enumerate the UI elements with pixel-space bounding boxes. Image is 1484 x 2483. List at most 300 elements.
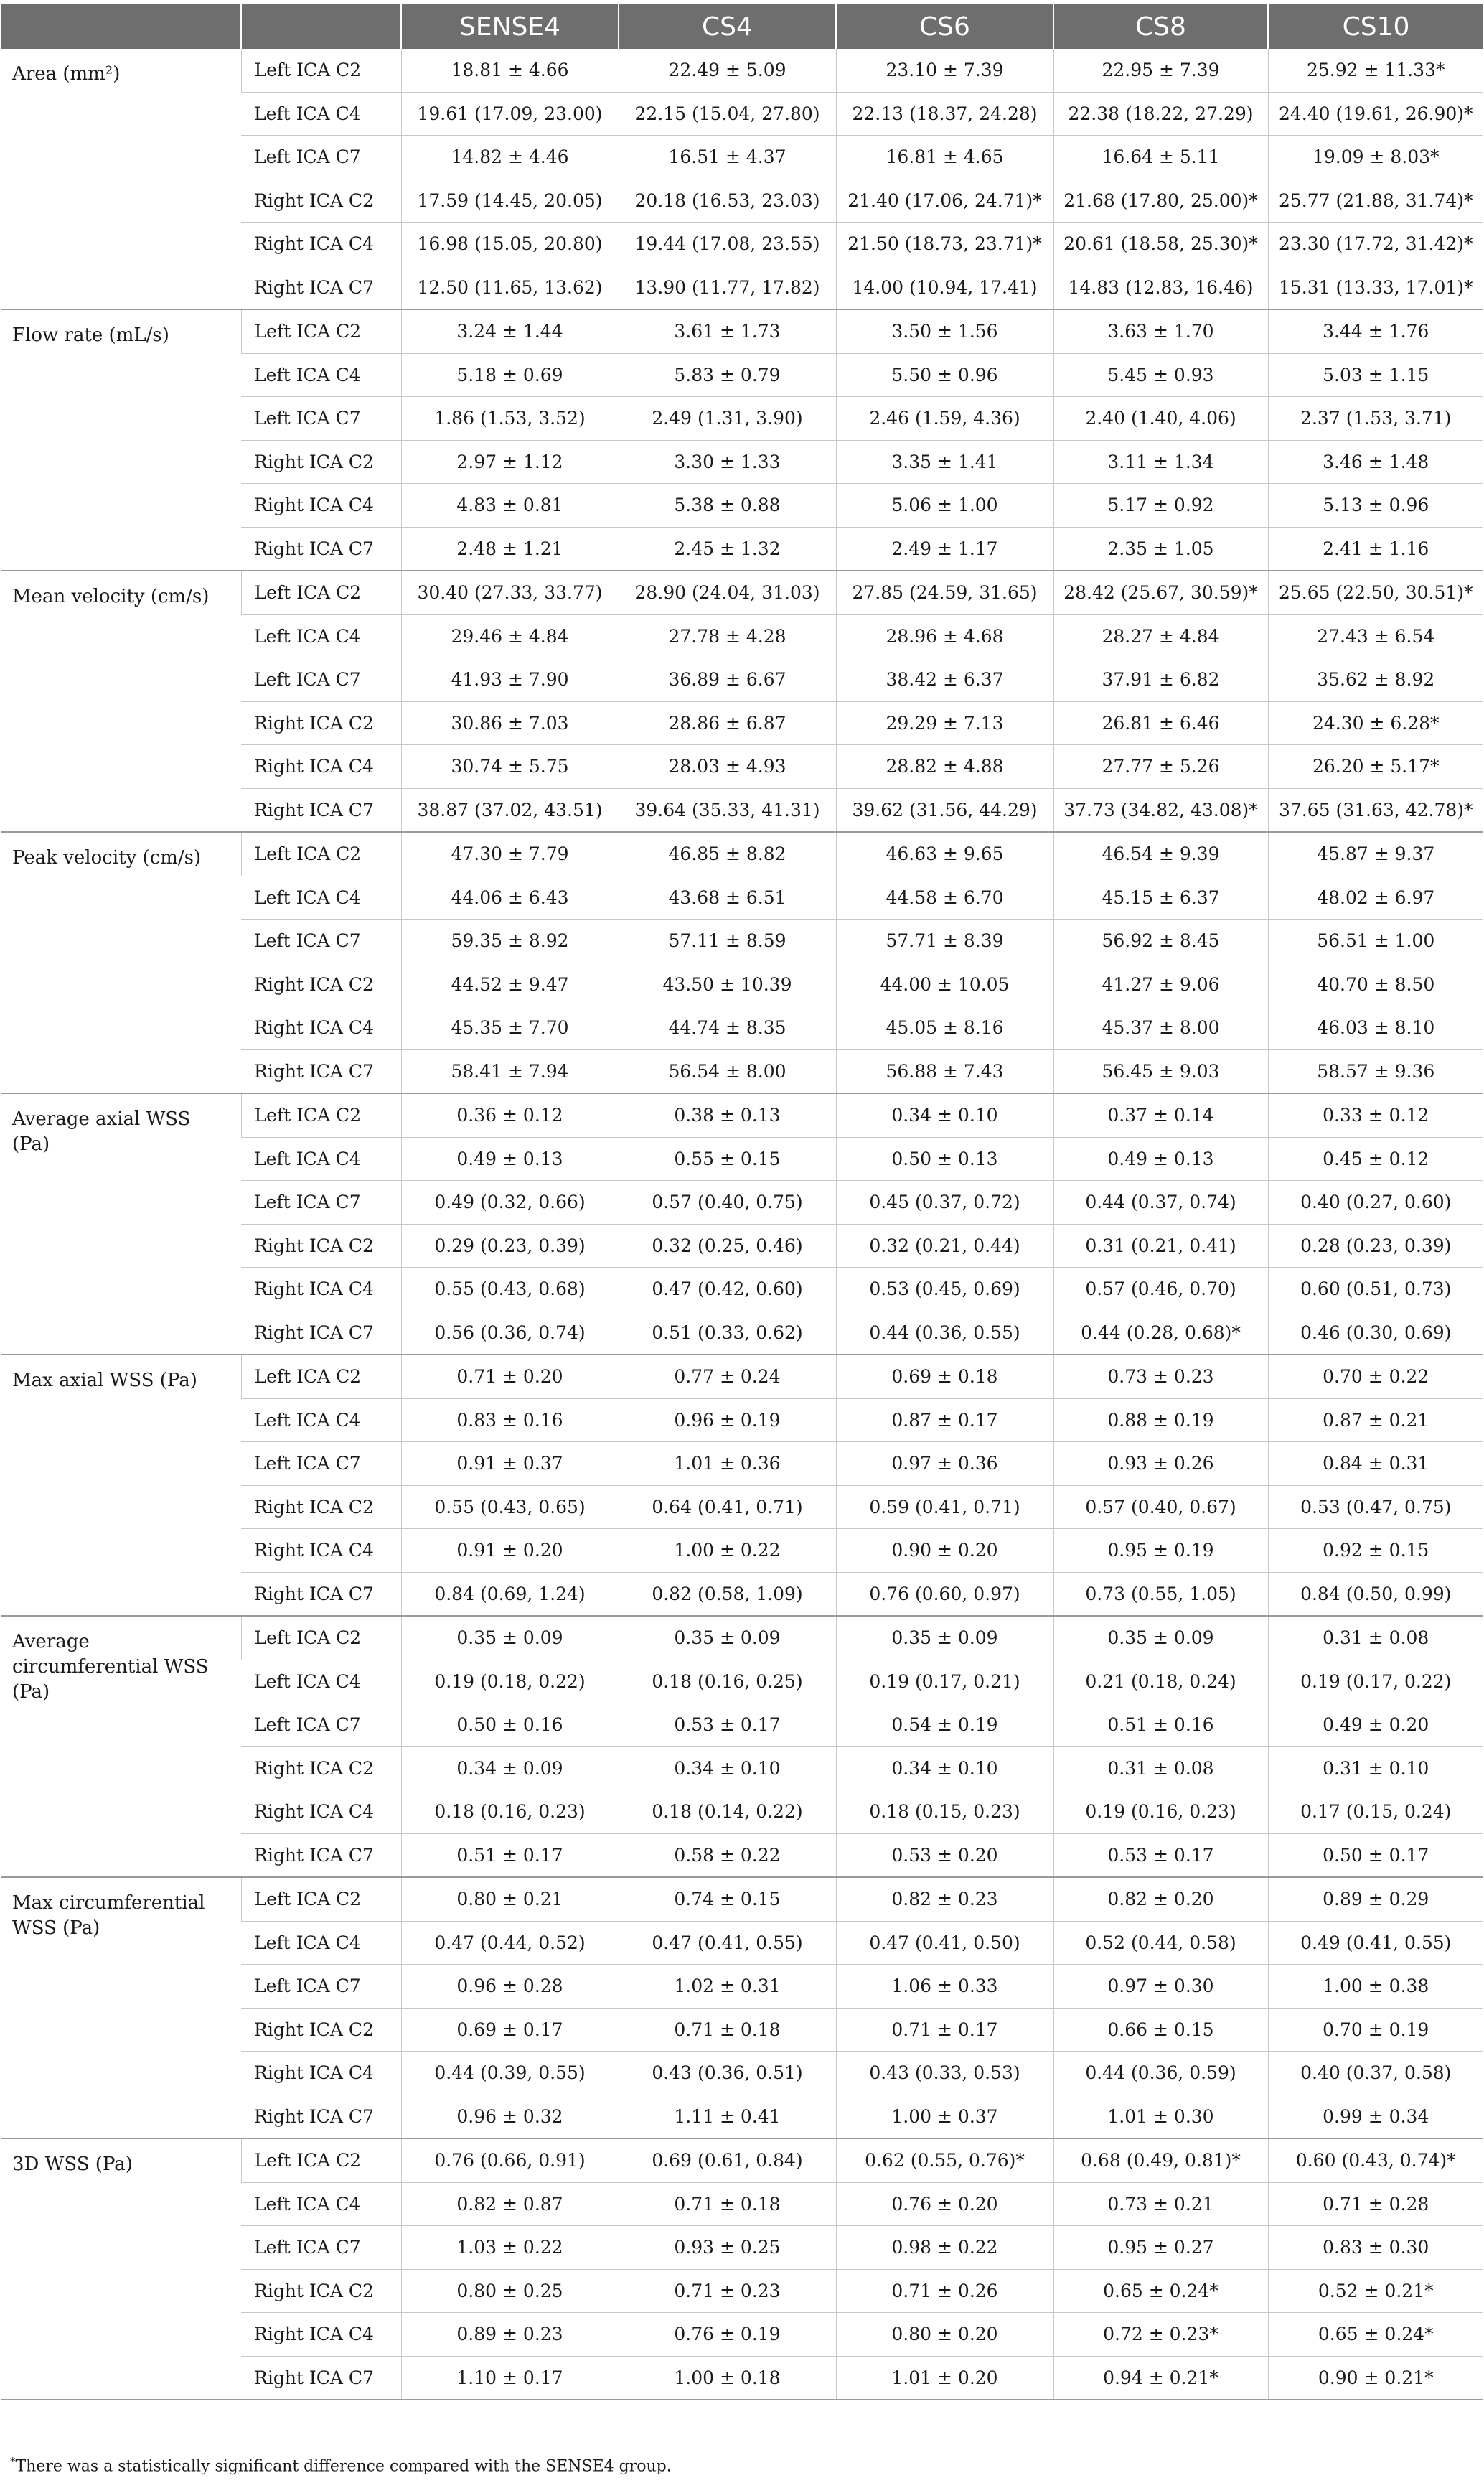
location-cell: Right ICA C4 bbox=[241, 745, 401, 789]
value-cell: 2.46 (1.59, 4.36) bbox=[836, 397, 1053, 441]
value-cell: 59.35 ± 8.92 bbox=[401, 920, 619, 963]
value-cell: 3.35 ± 1.41 bbox=[836, 440, 1053, 484]
value-cell: 16.64 ± 5.11 bbox=[1053, 136, 1268, 179]
location-cell: Right ICA C2 bbox=[241, 1224, 401, 1268]
value-cell: 0.31 (0.21, 0.41) bbox=[1053, 1224, 1268, 1268]
value-cell: 0.55 (0.43, 0.65) bbox=[401, 1485, 619, 1529]
value-cell: 28.90 (24.04, 31.03) bbox=[619, 571, 836, 614]
value-cell: 0.49 ± 0.20 bbox=[1268, 1703, 1483, 1747]
value-cell: 46.03 ± 8.10 bbox=[1268, 1006, 1483, 1050]
value-cell: 0.31 ± 0.08 bbox=[1268, 1616, 1483, 1660]
value-cell: 1.00 ± 0.18 bbox=[619, 2356, 836, 2400]
value-cell: 5.18 ± 0.69 bbox=[401, 353, 619, 397]
value-cell: 0.82 ± 0.87 bbox=[401, 2182, 619, 2226]
value-cell: 0.80 ± 0.20 bbox=[836, 2313, 1053, 2357]
value-cell: 0.32 (0.21, 0.44) bbox=[836, 1224, 1053, 1268]
value-cell: 29.29 ± 7.13 bbox=[836, 701, 1053, 745]
value-cell: 0.43 (0.36, 0.51) bbox=[619, 2052, 836, 2095]
value-cell: 40.70 ± 8.50 bbox=[1268, 963, 1483, 1006]
location-cell: Left ICA C2 bbox=[241, 309, 401, 353]
value-cell: 0.34 ± 0.10 bbox=[836, 1746, 1053, 1790]
location-cell: Right ICA C4 bbox=[241, 1006, 401, 1050]
parameter-label: Peak velocity (cm/s) bbox=[1, 832, 241, 1093]
value-cell: 24.40 (19.61, 26.90)* bbox=[1268, 92, 1483, 136]
table-row bbox=[1, 309, 1483, 353]
value-cell: 0.70 ± 0.19 bbox=[1268, 2008, 1483, 2052]
value-cell: 0.59 (0.41, 0.71) bbox=[836, 1485, 1053, 1529]
location-cell: Right ICA C7 bbox=[241, 527, 401, 571]
location-cell: Left ICA C4 bbox=[241, 2182, 401, 2226]
value-cell: 0.34 ± 0.10 bbox=[619, 1746, 836, 1790]
value-cell: 43.50 ± 10.39 bbox=[619, 963, 836, 1006]
value-cell: 0.51 (0.33, 0.62) bbox=[619, 1311, 836, 1355]
value-cell: 0.69 (0.61, 0.84) bbox=[619, 2138, 836, 2182]
location-cell: Right ICA C2 bbox=[241, 963, 401, 1006]
value-cell: 37.91 ± 6.82 bbox=[1053, 658, 1268, 702]
value-cell: 0.74 ± 0.15 bbox=[619, 1877, 836, 1921]
value-cell: 45.87 ± 9.37 bbox=[1268, 832, 1483, 876]
value-cell: 36.89 ± 6.67 bbox=[619, 658, 836, 702]
location-cell: Right ICA C4 bbox=[241, 2313, 401, 2357]
value-cell: 44.06 ± 6.43 bbox=[401, 876, 619, 920]
value-cell: 0.49 (0.32, 0.66) bbox=[401, 1181, 619, 1225]
value-cell: 0.92 ± 0.15 bbox=[1268, 1529, 1483, 1573]
location-cell: Left ICA C2 bbox=[241, 832, 401, 876]
value-cell: 0.35 ± 0.09 bbox=[401, 1616, 619, 1660]
value-cell: 0.47 (0.41, 0.50) bbox=[836, 1921, 1053, 1965]
footnote bbox=[10, 2455, 672, 2475]
value-cell: 0.84 (0.50, 0.99) bbox=[1268, 1572, 1483, 1616]
value-cell: 56.45 ± 9.03 bbox=[1053, 1049, 1268, 1093]
value-cell: 0.53 ± 0.17 bbox=[619, 1703, 836, 1747]
value-cell: 16.81 ± 4.65 bbox=[836, 136, 1053, 179]
location-cell: Left ICA C2 bbox=[241, 1877, 401, 1921]
location-cell: Right ICA C7 bbox=[241, 2095, 401, 2138]
value-cell: 14.00 (10.94, 17.41) bbox=[836, 266, 1053, 309]
table-row bbox=[1, 571, 1483, 614]
location-cell: Right ICA C2 bbox=[241, 2008, 401, 2052]
parameter-label: Area (mm²) bbox=[1, 49, 241, 309]
value-cell: 3.30 ± 1.33 bbox=[619, 440, 836, 484]
location-cell: Left ICA C4 bbox=[241, 614, 401, 658]
value-cell: 23.30 (17.72, 31.42)* bbox=[1268, 223, 1483, 266]
header-location bbox=[241, 4, 401, 49]
location-cell: Right ICA C4 bbox=[241, 1529, 401, 1573]
table-row bbox=[1, 1093, 1483, 1137]
header-row bbox=[1, 4, 1483, 49]
parameter-label: Flow rate (mL/s) bbox=[1, 309, 241, 571]
value-cell: 48.02 ± 6.97 bbox=[1268, 876, 1483, 920]
location-cell: Right ICA C7 bbox=[241, 1311, 401, 1355]
value-cell: 2.37 (1.53, 3.71) bbox=[1268, 397, 1483, 441]
value-cell: 0.18 (0.16, 0.23) bbox=[401, 1790, 619, 1834]
table-row bbox=[1, 1355, 1483, 1398]
location-cell: Left ICA C2 bbox=[241, 1093, 401, 1137]
value-cell: 0.60 (0.51, 0.73) bbox=[1268, 1268, 1483, 1311]
value-cell: 2.49 ± 1.17 bbox=[836, 527, 1053, 571]
value-cell: 1.00 ± 0.38 bbox=[1268, 1965, 1483, 2009]
value-cell: 0.73 ± 0.23 bbox=[1053, 1355, 1268, 1398]
value-cell: 0.50 ± 0.13 bbox=[836, 1137, 1053, 1181]
location-cell: Right ICA C7 bbox=[241, 1572, 401, 1616]
value-cell: 41.93 ± 7.90 bbox=[401, 658, 619, 702]
value-cell: 0.99 ± 0.34 bbox=[1268, 2095, 1483, 2138]
value-cell: 22.95 ± 7.39 bbox=[1053, 49, 1268, 92]
value-cell: 45.35 ± 7.70 bbox=[401, 1006, 619, 1050]
value-cell: 18.81 ± 4.66 bbox=[401, 49, 619, 92]
value-cell: 56.92 ± 8.45 bbox=[1053, 920, 1268, 963]
location-cell: Right ICA C2 bbox=[241, 2269, 401, 2313]
value-cell: 44.58 ± 6.70 bbox=[836, 876, 1053, 920]
value-cell: 0.50 ± 0.17 bbox=[1268, 1833, 1483, 1877]
value-cell: 1.01 ± 0.20 bbox=[836, 2356, 1053, 2400]
value-cell: 0.57 (0.46, 0.70) bbox=[1053, 1268, 1268, 1311]
value-cell: 0.88 ± 0.19 bbox=[1053, 1398, 1268, 1442]
value-cell: 0.56 (0.36, 0.74) bbox=[401, 1311, 619, 1355]
value-cell: 0.94 ± 0.21* bbox=[1053, 2356, 1268, 2400]
location-cell: Right ICA C7 bbox=[241, 1049, 401, 1093]
value-cell: 12.50 (11.65, 13.62) bbox=[401, 266, 619, 309]
value-cell: 0.35 ± 0.09 bbox=[1053, 1616, 1268, 1660]
value-cell: 2.48 ± 1.21 bbox=[401, 527, 619, 571]
value-cell: 22.49 ± 5.09 bbox=[619, 49, 836, 92]
location-cell: Right ICA C4 bbox=[241, 223, 401, 266]
value-cell: 0.50 ± 0.16 bbox=[401, 1703, 619, 1747]
location-cell: Left ICA C2 bbox=[241, 1355, 401, 1398]
value-cell: 0.76 (0.66, 0.91) bbox=[401, 2138, 619, 2182]
location-cell: Left ICA C4 bbox=[241, 1660, 401, 1703]
results-table bbox=[1, 4, 1483, 2400]
value-cell: 0.69 ± 0.17 bbox=[401, 2008, 619, 2052]
value-cell: 0.32 (0.25, 0.46) bbox=[619, 1224, 836, 1268]
parameter-label: Average circumferential WSS (Pa) bbox=[1, 1616, 241, 1877]
value-cell: 23.10 ± 7.39 bbox=[836, 49, 1053, 92]
value-cell: 0.47 (0.42, 0.60) bbox=[619, 1268, 836, 1311]
value-cell: 0.95 ± 0.27 bbox=[1053, 2226, 1268, 2270]
value-cell: 0.19 (0.17, 0.21) bbox=[836, 1660, 1053, 1703]
value-cell: 0.95 ± 0.19 bbox=[1053, 1529, 1268, 1573]
value-cell: 0.57 (0.40, 0.75) bbox=[619, 1181, 836, 1225]
location-cell: Left ICA C7 bbox=[241, 920, 401, 963]
value-cell: 57.71 ± 8.39 bbox=[836, 920, 1053, 963]
value-cell: 26.20 ± 5.17* bbox=[1268, 745, 1483, 789]
value-cell: 46.85 ± 8.82 bbox=[619, 832, 836, 876]
value-cell: 0.91 ± 0.20 bbox=[401, 1529, 619, 1573]
value-cell: 46.54 ± 9.39 bbox=[1053, 832, 1268, 876]
value-cell: 22.15 (15.04, 27.80) bbox=[619, 92, 836, 136]
value-cell: 0.98 ± 0.22 bbox=[836, 2226, 1053, 2270]
value-cell: 28.42 (25.67, 30.59)* bbox=[1053, 571, 1268, 614]
value-cell: 0.97 ± 0.36 bbox=[836, 1442, 1053, 1486]
value-cell: 25.65 (22.50, 30.51)* bbox=[1268, 571, 1483, 614]
value-cell: 0.35 ± 0.09 bbox=[619, 1616, 836, 1660]
location-cell: Left ICA C2 bbox=[241, 571, 401, 614]
value-cell: 58.41 ± 7.94 bbox=[401, 1049, 619, 1093]
value-cell: 1.00 ± 0.22 bbox=[619, 1529, 836, 1573]
value-cell: 1.03 ± 0.22 bbox=[401, 2226, 619, 2270]
value-cell: 0.71 ± 0.26 bbox=[836, 2269, 1053, 2313]
value-cell: 0.57 (0.40, 0.67) bbox=[1053, 1485, 1268, 1529]
header-cs10: CS10 bbox=[1268, 4, 1483, 49]
value-cell: 21.40 (17.06, 24.71)* bbox=[836, 179, 1053, 223]
value-cell: 37.65 (31.63, 42.78)* bbox=[1268, 788, 1483, 832]
value-cell: 0.53 ± 0.20 bbox=[836, 1833, 1053, 1877]
value-cell: 38.87 (37.02, 43.51) bbox=[401, 788, 619, 832]
value-cell: 13.90 (11.77, 17.82) bbox=[619, 266, 836, 309]
value-cell: 44.74 ± 8.35 bbox=[619, 1006, 836, 1050]
location-cell: Right ICA C4 bbox=[241, 484, 401, 528]
location-cell: Right ICA C2 bbox=[241, 701, 401, 745]
value-cell: 0.71 ± 0.20 bbox=[401, 1355, 619, 1398]
value-cell: 0.84 (0.69, 1.24) bbox=[401, 1572, 619, 1616]
value-cell: 56.51 ± 1.00 bbox=[1268, 920, 1483, 963]
value-cell: 45.05 ± 8.16 bbox=[836, 1006, 1053, 1050]
value-cell: 0.34 ± 0.09 bbox=[401, 1746, 619, 1790]
value-cell: 0.80 ± 0.25 bbox=[401, 2269, 619, 2313]
location-cell: Right ICA C2 bbox=[241, 440, 401, 484]
value-cell: 46.63 ± 9.65 bbox=[836, 832, 1053, 876]
value-cell: 44.00 ± 10.05 bbox=[836, 963, 1053, 1006]
value-cell: 0.87 ± 0.21 bbox=[1268, 1398, 1483, 1442]
value-cell: 1.06 ± 0.33 bbox=[836, 1965, 1053, 2009]
value-cell: 5.06 ± 1.00 bbox=[836, 484, 1053, 528]
value-cell: 0.89 ± 0.29 bbox=[1268, 1877, 1483, 1921]
value-cell: 0.33 ± 0.12 bbox=[1268, 1093, 1483, 1137]
value-cell: 1.00 ± 0.37 bbox=[836, 2095, 1053, 2138]
value-cell: 0.19 (0.17, 0.22) bbox=[1268, 1660, 1483, 1703]
header-cs6: CS6 bbox=[836, 4, 1053, 49]
table-row bbox=[1, 832, 1483, 876]
value-cell: 35.62 ± 8.92 bbox=[1268, 658, 1483, 702]
value-cell: 0.49 (0.41, 0.55) bbox=[1268, 1921, 1483, 1965]
value-cell: 0.49 ± 0.13 bbox=[1053, 1137, 1268, 1181]
value-cell: 24.30 ± 6.28* bbox=[1268, 701, 1483, 745]
value-cell: 3.11 ± 1.34 bbox=[1053, 440, 1268, 484]
value-cell: 0.40 (0.37, 0.58) bbox=[1268, 2052, 1483, 2095]
location-cell: Right ICA C2 bbox=[241, 179, 401, 223]
value-cell: 1.10 ± 0.17 bbox=[401, 2356, 619, 2400]
value-cell: 0.47 (0.44, 0.52) bbox=[401, 1921, 619, 1965]
value-cell: 0.46 (0.30, 0.69) bbox=[1268, 1311, 1483, 1355]
value-cell: 2.41 ± 1.16 bbox=[1268, 527, 1483, 571]
location-cell: Right ICA C7 bbox=[241, 788, 401, 832]
value-cell: 17.59 (14.45, 20.05) bbox=[401, 179, 619, 223]
value-cell: 57.11 ± 8.59 bbox=[619, 920, 836, 963]
value-cell: 5.17 ± 0.92 bbox=[1053, 484, 1268, 528]
value-cell: 0.54 ± 0.19 bbox=[836, 1703, 1053, 1747]
value-cell: 0.87 ± 0.17 bbox=[836, 1398, 1053, 1442]
value-cell: 43.68 ± 6.51 bbox=[619, 876, 836, 920]
value-cell: 19.09 ± 8.03* bbox=[1268, 136, 1483, 179]
value-cell: 0.37 ± 0.14 bbox=[1053, 1093, 1268, 1137]
value-cell: 0.96 ± 0.32 bbox=[401, 2095, 619, 2138]
value-cell: 5.03 ± 1.15 bbox=[1268, 353, 1483, 397]
value-cell: 1.01 ± 0.36 bbox=[619, 1442, 836, 1486]
location-cell: Right ICA C2 bbox=[241, 1746, 401, 1790]
value-cell: 15.31 (13.33, 17.01)* bbox=[1268, 266, 1483, 309]
value-cell: 0.43 (0.33, 0.53) bbox=[836, 2052, 1053, 2095]
location-cell: Left ICA C2 bbox=[241, 2138, 401, 2182]
location-cell: Right ICA C4 bbox=[241, 1268, 401, 1311]
value-cell: 27.78 ± 4.28 bbox=[619, 614, 836, 658]
value-cell: 5.38 ± 0.88 bbox=[619, 484, 836, 528]
value-cell: 3.61 ± 1.73 bbox=[619, 309, 836, 353]
location-cell: Right ICA C4 bbox=[241, 1790, 401, 1834]
location-cell: Left ICA C4 bbox=[241, 1921, 401, 1965]
value-cell: 3.44 ± 1.76 bbox=[1268, 309, 1483, 353]
value-cell: 0.71 ± 0.28 bbox=[1268, 2182, 1483, 2226]
parameter-label: Max axial WSS (Pa) bbox=[1, 1355, 241, 1616]
value-cell: 0.44 (0.36, 0.55) bbox=[836, 1311, 1053, 1355]
value-cell: 0.49 ± 0.13 bbox=[401, 1137, 619, 1181]
location-cell: Left ICA C7 bbox=[241, 658, 401, 702]
location-cell: Left ICA C7 bbox=[241, 397, 401, 441]
value-cell: 14.83 (12.83, 16.46) bbox=[1053, 266, 1268, 309]
value-cell: 2.97 ± 1.12 bbox=[401, 440, 619, 484]
value-cell: 39.64 (35.33, 41.31) bbox=[619, 788, 836, 832]
location-cell: Left ICA C7 bbox=[241, 1181, 401, 1225]
value-cell: 0.45 (0.37, 0.72) bbox=[836, 1181, 1053, 1225]
value-cell: 5.13 ± 0.96 bbox=[1268, 484, 1483, 528]
value-cell: 0.51 ± 0.16 bbox=[1053, 1703, 1268, 1747]
location-cell: Left ICA C2 bbox=[241, 1616, 401, 1660]
value-cell: 5.83 ± 0.79 bbox=[619, 353, 836, 397]
value-cell: 0.53 (0.47, 0.75) bbox=[1268, 1485, 1483, 1529]
value-cell: 0.82 ± 0.23 bbox=[836, 1877, 1053, 1921]
value-cell: 0.18 (0.15, 0.23) bbox=[836, 1790, 1053, 1834]
value-cell: 5.45 ± 0.93 bbox=[1053, 353, 1268, 397]
value-cell: 45.15 ± 6.37 bbox=[1053, 876, 1268, 920]
value-cell: 30.40 (27.33, 33.77) bbox=[401, 571, 619, 614]
value-cell: 45.37 ± 8.00 bbox=[1053, 1006, 1268, 1050]
header-cs4: CS4 bbox=[619, 4, 836, 49]
value-cell: 2.49 (1.31, 3.90) bbox=[619, 397, 836, 441]
value-cell: 41.27 ± 9.06 bbox=[1053, 963, 1268, 1006]
value-cell: 56.88 ± 7.43 bbox=[836, 1049, 1053, 1093]
value-cell: 3.24 ± 1.44 bbox=[401, 309, 619, 353]
location-cell: Left ICA C7 bbox=[241, 2226, 401, 2270]
header-cs8: CS8 bbox=[1053, 4, 1268, 49]
value-cell: 27.85 (24.59, 31.65) bbox=[836, 571, 1053, 614]
value-cell: 20.61 (18.58, 25.30)* bbox=[1053, 223, 1268, 266]
value-cell: 0.73 ± 0.21 bbox=[1053, 2182, 1268, 2226]
location-cell: Left ICA C4 bbox=[241, 92, 401, 136]
value-cell: 0.73 (0.55, 1.05) bbox=[1053, 1572, 1268, 1616]
value-cell: 22.38 (18.22, 27.29) bbox=[1053, 92, 1268, 136]
value-cell: 0.21 (0.18, 0.24) bbox=[1053, 1660, 1268, 1703]
value-cell: 30.86 ± 7.03 bbox=[401, 701, 619, 745]
table-row bbox=[1, 1877, 1483, 1921]
location-cell: Left ICA C7 bbox=[241, 136, 401, 179]
value-cell: 0.66 ± 0.15 bbox=[1053, 2008, 1268, 2052]
value-cell: 0.72 ± 0.23* bbox=[1053, 2313, 1268, 2357]
header-parameter bbox=[1, 4, 241, 49]
footnote-text: There was a statistically significant difference compared with the SENSE4 group. bbox=[15, 2457, 672, 2476]
value-cell: 0.62 (0.55, 0.76)* bbox=[836, 2138, 1053, 2182]
value-cell: 0.70 ± 0.22 bbox=[1268, 1355, 1483, 1398]
location-cell: Right ICA C7 bbox=[241, 2356, 401, 2400]
value-cell: 37.73 (34.82, 43.08)* bbox=[1053, 788, 1268, 832]
value-cell: 0.71 ± 0.17 bbox=[836, 2008, 1053, 2052]
value-cell: 0.77 ± 0.24 bbox=[619, 1355, 836, 1398]
value-cell: 0.19 (0.16, 0.23) bbox=[1053, 1790, 1268, 1834]
location-cell: Left ICA C4 bbox=[241, 876, 401, 920]
location-cell: Right ICA C2 bbox=[241, 1485, 401, 1529]
value-cell: 1.86 (1.53, 3.52) bbox=[401, 397, 619, 441]
value-cell: 0.29 (0.23, 0.39) bbox=[401, 1224, 619, 1268]
table-row bbox=[1, 1616, 1483, 1660]
value-cell: 0.80 ± 0.21 bbox=[401, 1877, 619, 1921]
value-cell: 0.71 ± 0.23 bbox=[619, 2269, 836, 2313]
value-cell: 2.40 (1.40, 4.06) bbox=[1053, 397, 1268, 441]
value-cell: 16.51 ± 4.37 bbox=[619, 136, 836, 179]
parameter-label: Mean velocity (cm/s) bbox=[1, 571, 241, 832]
value-cell: 26.81 ± 6.46 bbox=[1053, 701, 1268, 745]
value-cell: 0.28 (0.23, 0.39) bbox=[1268, 1224, 1483, 1268]
value-cell: 21.68 (17.80, 25.00)* bbox=[1053, 179, 1268, 223]
value-cell: 0.44 (0.37, 0.74) bbox=[1053, 1181, 1268, 1225]
value-cell: 0.60 (0.43, 0.74)* bbox=[1268, 2138, 1483, 2182]
value-cell: 0.55 (0.43, 0.68) bbox=[401, 1268, 619, 1311]
value-cell: 0.52 ± 0.21* bbox=[1268, 2269, 1483, 2313]
value-cell: 0.53 (0.45, 0.69) bbox=[836, 1268, 1053, 1311]
value-cell: 21.50 (18.73, 23.71)* bbox=[836, 223, 1053, 266]
value-cell: 28.82 ± 4.88 bbox=[836, 745, 1053, 789]
value-cell: 27.77 ± 5.26 bbox=[1053, 745, 1268, 789]
value-cell: 0.97 ± 0.30 bbox=[1053, 1965, 1268, 2009]
value-cell: 0.89 ± 0.23 bbox=[401, 2313, 619, 2357]
value-cell: 0.44 (0.36, 0.59) bbox=[1053, 2052, 1268, 2095]
location-cell: Right ICA C4 bbox=[241, 2052, 401, 2095]
value-cell: 38.42 ± 6.37 bbox=[836, 658, 1053, 702]
value-cell: 0.82 ± 0.20 bbox=[1053, 1877, 1268, 1921]
location-cell: Left ICA C2 bbox=[241, 49, 401, 92]
value-cell: 3.50 ± 1.56 bbox=[836, 309, 1053, 353]
value-cell: 0.19 (0.18, 0.22) bbox=[401, 1660, 619, 1703]
value-cell: 22.13 (18.37, 24.28) bbox=[836, 92, 1053, 136]
value-cell: 3.63 ± 1.70 bbox=[1053, 309, 1268, 353]
value-cell: 2.45 ± 1.32 bbox=[619, 527, 836, 571]
value-cell: 0.69 ± 0.18 bbox=[836, 1355, 1053, 1398]
value-cell: 0.47 (0.41, 0.55) bbox=[619, 1921, 836, 1965]
value-cell: 0.18 (0.14, 0.22) bbox=[619, 1790, 836, 1834]
value-cell: 0.44 (0.39, 0.55) bbox=[401, 2052, 619, 2095]
location-cell: Left ICA C4 bbox=[241, 1398, 401, 1442]
value-cell: 0.90 ± 0.21* bbox=[1268, 2356, 1483, 2400]
location-cell: Left ICA C7 bbox=[241, 1965, 401, 2009]
value-cell: 0.40 (0.27, 0.60) bbox=[1268, 1181, 1483, 1225]
value-cell: 1.02 ± 0.31 bbox=[619, 1965, 836, 2009]
value-cell: 0.76 ± 0.19 bbox=[619, 2313, 836, 2357]
value-cell: 0.96 ± 0.28 bbox=[401, 1965, 619, 2009]
value-cell: 56.54 ± 8.00 bbox=[619, 1049, 836, 1093]
value-cell: 0.76 ± 0.20 bbox=[836, 2182, 1053, 2226]
value-cell: 0.51 ± 0.17 bbox=[401, 1833, 619, 1877]
value-cell: 29.46 ± 4.84 bbox=[401, 614, 619, 658]
location-cell: Left ICA C7 bbox=[241, 1703, 401, 1747]
value-cell: 28.03 ± 4.93 bbox=[619, 745, 836, 789]
table-body bbox=[1, 49, 1483, 2400]
value-cell: 0.84 ± 0.31 bbox=[1268, 1442, 1483, 1486]
value-cell: 0.93 ± 0.25 bbox=[619, 2226, 836, 2270]
value-cell: 0.31 ± 0.10 bbox=[1268, 1746, 1483, 1790]
value-cell: 0.91 ± 0.37 bbox=[401, 1442, 619, 1486]
value-cell: 0.35 ± 0.09 bbox=[836, 1616, 1053, 1660]
footnote-marker: * bbox=[10, 2455, 16, 2468]
value-cell: 0.83 ± 0.16 bbox=[401, 1398, 619, 1442]
value-cell: 0.93 ± 0.26 bbox=[1053, 1442, 1268, 1486]
value-cell: 0.55 ± 0.15 bbox=[619, 1137, 836, 1181]
